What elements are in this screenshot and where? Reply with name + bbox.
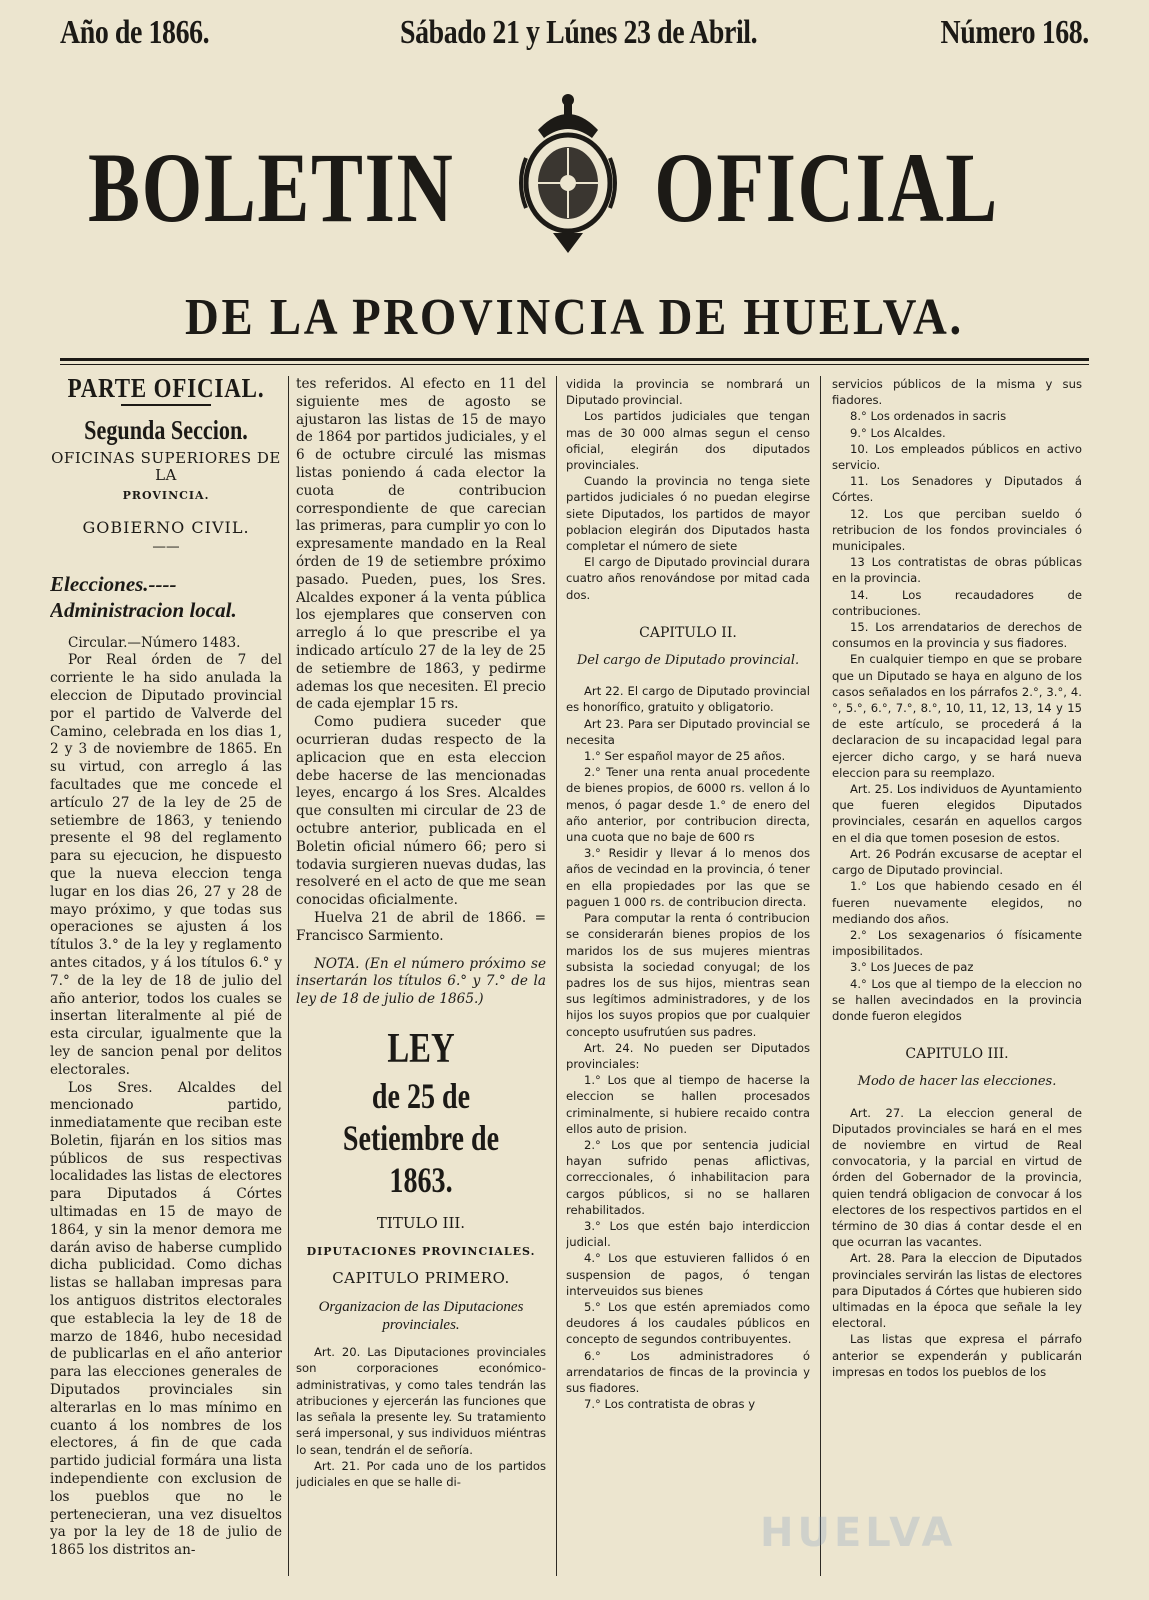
- chapter-subject: Del cargo de Diputado provincial.: [576, 653, 800, 669]
- list-item: 3.° Los que estén bajo interdiccion judicial.: [566, 1218, 810, 1250]
- article-title: Elecciones.----Administracion local.: [50, 571, 237, 622]
- paragraph: vidida la provincia se nombrará un Diputado provincial.: [566, 377, 810, 408]
- office-heading: OFICINAS SUPERIORES DE LA: [51, 448, 281, 485]
- section-subheading: Segunda Seccion.: [84, 414, 248, 445]
- paragraph: El cargo de Diputado provincial durara cuatro años renovándose por mitad cada dos.: [566, 555, 810, 602]
- paragraph: Los partidos judiciales que tengan mas de 30 000 almas segun el censo oficial, elegirán dos diputados provinciales.: [566, 409, 810, 473]
- government-heading: GOBIERNO CIVIL.: [82, 517, 250, 537]
- chapter-heading: CAPITULO PRIMERO.: [332, 1269, 510, 1288]
- title-subject: DIPUTACIONES PROVINCIALES.: [306, 1244, 536, 1258]
- list-item: 1.° Los que al tiempo de hacerse la eleccion se hallen procesados criminalmente, si hubiere recaido contra ellos auto de prision.: [566, 1073, 810, 1136]
- chapter-heading: CAPITULO III.: [905, 1046, 1009, 1063]
- paragraph: Los Sres. Alcaldes del mencionado partido, inmediatamente que reciban este Boletin, fijarán en los sitios mas públicos de sus respectivas localidades las listas de electores para Diputados á Córtes ultimadas en 15 de mayo de 1864, y sin la menor demora me darán aviso de haberse cumplido dicha publicidad. Como dichas listas se hallaban impresas para los antiguos distritos electorales que establecia la ley de 18 de marzo de 1846, hubo necesidad de publicarlas en el año anterior para las elecciones generales de Diputados provinciales sin alterarlas en lo mas mínimo en cuanto á los nombres de los electores, á fin de que cada partido judicial formára una lista independiente con exclusion de los pueblos que no le pertenecieran, una vez disueltos ya por la ley de 18 de julio de 1865 los distritos an-: [50, 1079, 282, 1559]
- chapter-heading: CAPITULO II.: [639, 624, 737, 641]
- article: Art. 27. La eleccion general de Diputados provinciales se hará en el mes de noviembre en virtud de Real convocatoria, y la parcial en virtud de órden del Gobernador de la provincia, quien tendrá obligacion de convocar á los electores de los respectivos partidos en el término de 30 dias á contar desde el en que ocurran las vacantes.: [832, 1105, 1082, 1250]
- masthead: [0, 78, 1149, 258]
- paragraph: Por Real órden de 7 del corriente le ha sido anulada la eleccion de Diputado provincial por el partido de Valverde del Camino, celebrada en los dias 1, 2 y 3 de noviembre de 1865. En su virtud, con arreglo á las facultades que me concede el artículo 27 de la ley de 25 de setiembre de 1863, y teniendo presente el 98 del reglamento para su ejecucion, he dispuesto que la nueva eleccion tenga lugar en los dias 26, 27 y 28 de mayo próximo, y que todas sus operaciones se ajusten á los títulos 3.° de la ley y reglamento antes citados, y á los títulos 6.° y 7.° de la ley de 18 de julio del año anterior, todos los cuales se insertan literalmente al pié de esta circular, igualmente que la ley de sancion penal por delitos electorales.: [50, 652, 282, 1078]
- dash-divider: ——: [152, 538, 180, 555]
- list-item: 3.° Residir y llevar á lo menos dos años de vecindad en la provincia, ó tener en ella propiedades por las que se paguen 1 000 rs. de contribucion directa.: [566, 846, 810, 909]
- list-item: 4.° Los que estuvieren fallidos ó en suspension de pagos, ó tengan interveuidos sus bienes: [566, 1251, 810, 1298]
- issue-date: Sábado 21 y Lúnes 23 de Abril.: [400, 14, 758, 51]
- signature-line: Huelva 21 de abril de 1866. = Francisco Sarmiento.: [296, 909, 546, 944]
- paragraph: Cuando la provincia no tenga siete partidos judiciales ó no puedan elegirse siete Diputados, los partidos de mayor poblacion elegirán dos Diputados hasta completar el número de siete: [566, 474, 810, 554]
- list-item: 5.° Los que estén apremiados como deudores á los caudales públicos en concepto de segundos contribuyentes.: [566, 1299, 810, 1347]
- chapter-subject: Modo de hacer las elecciones.: [857, 1074, 1057, 1090]
- article: Art. 28. Para la eleccion de Diputados provinciales servirán las listas de electores para Diputados á Córtes que hubieren sido ultimadas en la época que señale la ley electoral.: [832, 1251, 1082, 1331]
- list-item: 1.° Los que habiendo cesado en él fueren nuevamente elegidos, no mediando dos años.: [832, 879, 1082, 926]
- list-item: 13 Los contratistas de obras públicas en la provincia.: [832, 555, 1082, 586]
- masthead-subtitle: DE LA PROVINCIA DE HUELVA.: [185, 289, 964, 346]
- column-divider: [288, 376, 289, 1576]
- list-item: 12. Los que perciban sueldo ó retribucion de los fondos provinciales ó municipales.: [832, 506, 1082, 554]
- article: Art. 26 Podrán excusarse de aceptar el cargo de Diputado provincial.: [832, 846, 1082, 878]
- paragraph: Como pudiera suceder que ocurrieran dudas respecto de la aplicacion que en esta eleccion debe hacerse de las mencionadas leyes, encargo á los Sres. Alcaldes que consulten mi circular de 23 de octubre anterior, publicada en el Boletin oficial número 66; pero si todavia surgieren nuevas dudas, las resolveré en el acto de que me sean conocidas oficialmente.: [296, 714, 546, 909]
- coat-of-arms-icon: [508, 88, 628, 258]
- article: Art. 21. Por cada uno de los partidos judiciales en que se halle di-: [296, 1458, 546, 1489]
- article: Art. 20. Las Diputaciones provinciales son corporaciones económico-administrativas, y como tales tendrán las atribuciones y ejercerán las funciones que las señala la presente ley. Su tratamiento será impersonal, y sus individuos miéntras lo sean, tendrán el de señoría.: [296, 1345, 546, 1457]
- ornament-divider: [121, 404, 211, 414]
- paragraph: tes referidos. Al efecto en 11 del siguiente mes de agosto se ajustaron las listas de 15 de mayo de 1864 por partidos judiciales, y el 6 de octubre circulé las mismas listas poniendo á cada elector la cuota de contribucion correspondiente de que carecian las primeras, para cumplir yo con lo expresamente mandado en la Real órden de 19 de setiembre próximo pasado. Pueden, pues, los Sres. Alcaldes exponer á la venta pública los ejemplares que conserven con arreglo á lo que prescribe el ya indicado artículo 27 de la ley de 25 de setiembre de 1863, y pedirme ademas los que necesiten. El precio de cada ejemplar 15 rs.: [296, 376, 546, 713]
- article: Art. 24. No pueden ser Diputados provinciales:: [566, 1040, 810, 1071]
- header-rule: [60, 358, 1089, 361]
- list-item: 2.° Tener una renta anual procedente de bienes propios, de 6000 rs. vellon á lo menos, ó pagar desde 1.° de enero del año anterior, por contribucion directa, una cuota que no baje de 600 rs: [566, 765, 810, 845]
- column-3: [566, 376, 810, 1586]
- office-heading-province: PROVINCIA.: [122, 489, 210, 503]
- list-item: 1.° Ser español mayor de 25 años.: [584, 749, 786, 764]
- article: Art. 25. Los individuos de Ayuntamiento que fueren elegidos Diputados provinciales, cesarán en aquellos cargos en el dia que tomen posesion de estos.: [832, 782, 1082, 845]
- list-item: 9.° Los Alcaldes.: [850, 425, 946, 440]
- issue-year: Año de 1866.: [60, 14, 210, 51]
- list-item: 3.° Los Jueces de paz: [850, 960, 974, 975]
- column-divider: [820, 376, 821, 1576]
- list-item: 11. Los Senadores y Diputados á Córtes.: [832, 474, 1082, 505]
- list-item: 10. Los empleados públicos en activo servicio.: [832, 441, 1082, 473]
- column-divider: [556, 376, 557, 1576]
- article: Art 23. Para ser Diputado provincial se necesita: [566, 716, 810, 747]
- list-item: 6.° Los administradores ó arrendatarios de fincas de la provincia y sus fiadores.: [566, 1348, 810, 1395]
- chapter-subject: Organizacion de las Diputaciones provinciales.: [318, 1299, 524, 1334]
- list-item: 15. Los arrendatarios de derechos de consumos en la provincia y sus fiadores.: [832, 620, 1082, 651]
- title-heading: TITULO III.: [376, 1213, 466, 1232]
- list-item: 2.° Los que por sentencia judicial hayan sufrido penas aflictivas, correccionales, ó inhabilitacion para cargos públicos, si no se hallaren rehabilitados.: [566, 1137, 810, 1217]
- law-heading: LEY: [387, 1025, 455, 1072]
- column-1: [50, 376, 282, 1586]
- paragraph: Para computar la renta ó contribucion se considerarán bienes propios de los maridos los de sus mujeres mientras subsista la sociedad conyugal; de los padres los de sus hijos, mientras sean sus legítimos administradores, y de los hijos los suyos propios que por cualquier concepto usufrutúen sus padres.: [566, 911, 810, 1039]
- list-item: 4.° Los que al tiempo de la eleccion no se hallen avecindados en la provincia donde fueron elegidos: [832, 976, 1082, 1023]
- paragraph: En cualquier tiempo en que se probare que un Diputado se haya en alguno de los casos señalados en los párrafos 2.°, 3.°, 4.°, 5.°, 6.°, 7.°, 8.°, 10, 11, 12, 13, 14 y 15 de este artículo, se procederá á la declaracion de su incapacidad legal para ejercer dicho cargo, y se hará nueva eleccion para su reemplazo.: [832, 652, 1082, 780]
- list-item: 2.° Los sexagenarios ó físicamente imposibilitados.: [832, 927, 1082, 959]
- issue-number: Número 168.: [940, 14, 1089, 51]
- paragraph: Las listas que expresa el párrafo anterior se expenderán y publicarán impresas en todos los pueblos de los: [832, 1332, 1082, 1379]
- column-2: [296, 376, 546, 1586]
- paragraph: servicios públicos de la misma y sus fiadores.: [832, 377, 1082, 408]
- article: Art 22. El cargo de Diputado provincial es honorífico, gratuito y obligatorio.: [566, 684, 810, 715]
- title-right: OFICIAL: [654, 132, 999, 243]
- header-rule-thin: [60, 364, 1089, 365]
- section-heading: PARTE OFICIAL.: [67, 376, 265, 403]
- list-item: 7.° Los contratista de obras y: [584, 1397, 756, 1412]
- top-strip: [60, 14, 1089, 60]
- list-item: 14. Los recaudadores de contribuciones.: [832, 587, 1082, 618]
- law-date-heading: de 25 de Setiembre de 1863.: [342, 1075, 500, 1200]
- watermark: HUELVA: [760, 1510, 957, 1556]
- note: NOTA. (En el número próximo se insertarán los títulos 6.° y 7.° de la ley de 18 de julio de 1865.): [296, 955, 546, 1008]
- column-4: [832, 376, 1082, 1586]
- circular-number: Circular.—Número 1483.: [68, 634, 241, 651]
- list-item: 8.° Los ordenados in sacris: [850, 409, 1007, 424]
- title-left: BOLETIN: [88, 132, 455, 243]
